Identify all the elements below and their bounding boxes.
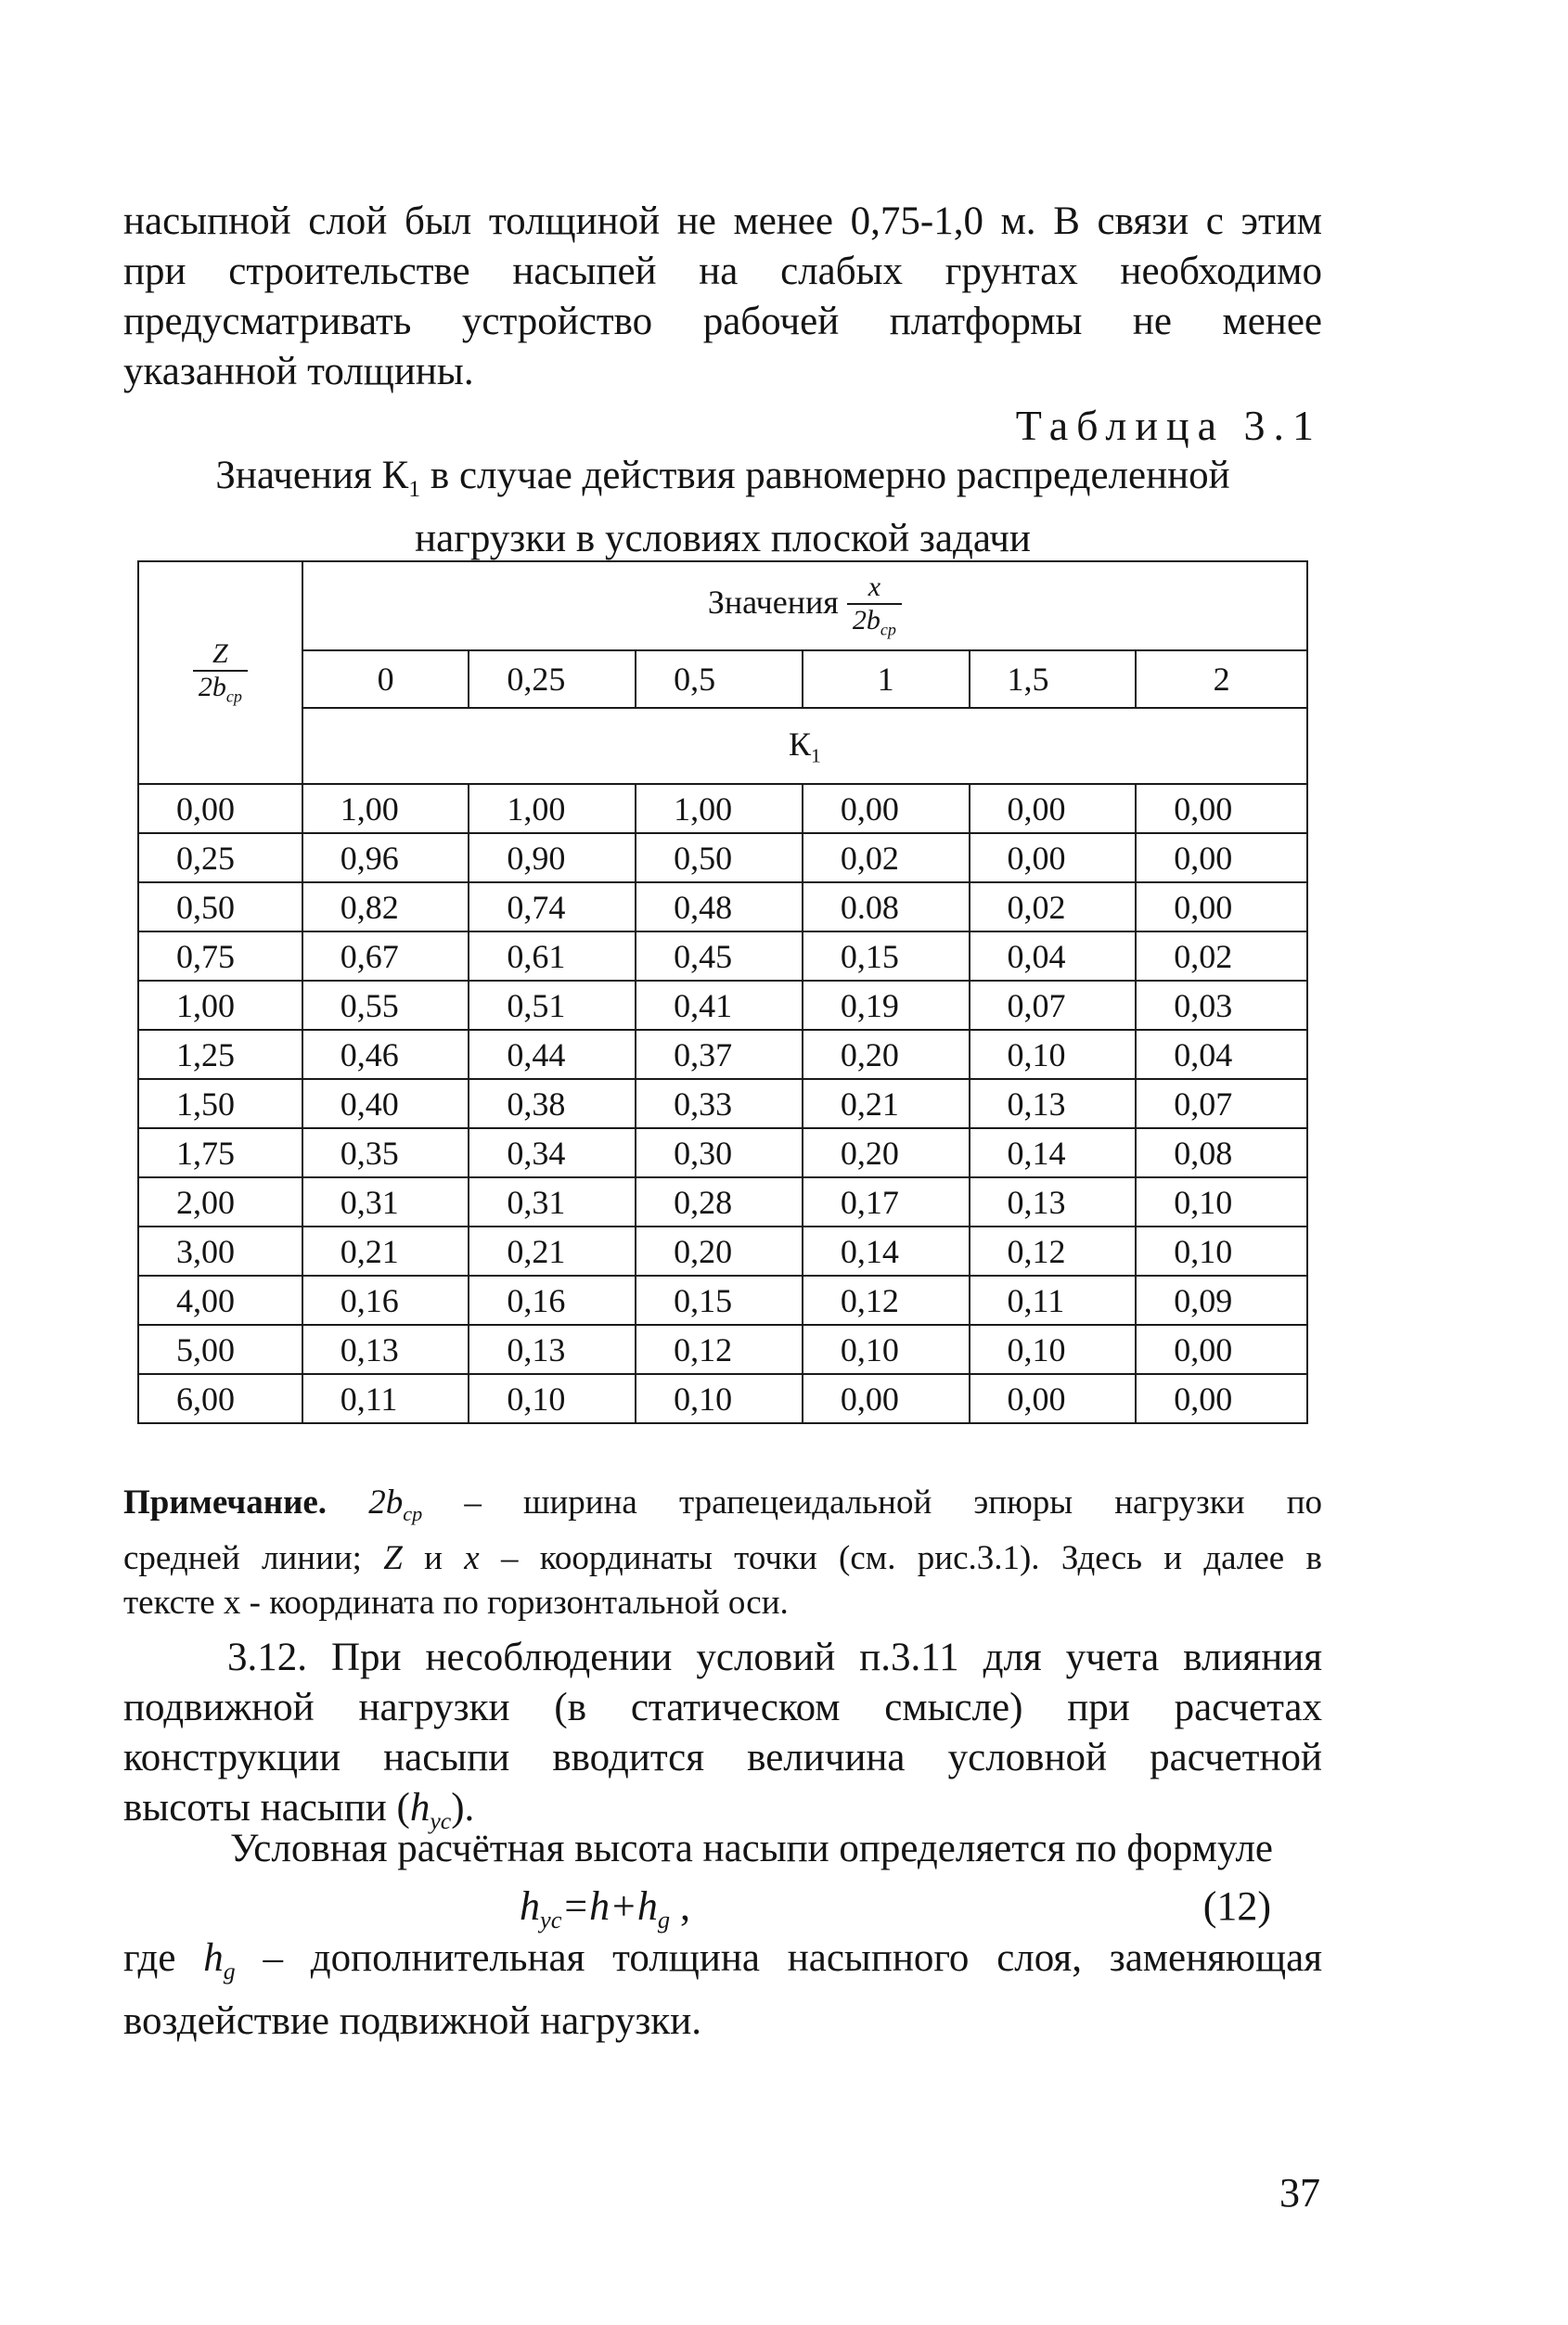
k1-value-cell: 0,44: [469, 1030, 636, 1079]
table-row: [138, 882, 1307, 931]
z-fraction-den: [193, 672, 248, 706]
k1-value-cell: 0,00: [1136, 833, 1307, 882]
k1-value-cell: 0,00: [970, 1374, 1137, 1423]
note-l2-a: средней линии;: [123, 1538, 384, 1577]
k1-value-cell: 0,74: [469, 882, 636, 931]
x-fraction-num: x: [847, 572, 902, 605]
k1-value-cell: 0,41: [636, 981, 803, 1030]
k1-value-cell: 0,14: [803, 1227, 970, 1276]
k1-table-body: [138, 784, 1307, 1423]
column-header: 0: [302, 650, 469, 708]
k1-value-cell: 0,02: [1136, 931, 1307, 981]
k1-value-cell: 0,17: [803, 1177, 970, 1227]
table-row: [138, 1128, 1307, 1177]
p312-line: 3.12. При несоблюдении условий п.3.11 для учета влияния: [227, 1636, 1322, 1679]
formula-comma: ,: [670, 1883, 691, 1929]
z-value-cell: 1,75: [138, 1128, 302, 1177]
k1-value-cell: 0,10: [803, 1325, 970, 1374]
where-h: h: [203, 1936, 224, 1980]
note-x: x: [464, 1538, 480, 1577]
paragraph-3-12: [123, 1633, 1322, 1846]
intro-line: предусматривать устройство рабочей платформы не менее: [123, 300, 1322, 343]
note-line: тексте х - координата по горизонтальной оси.: [123, 1583, 789, 1622]
table-header-row: [138, 561, 1307, 650]
note-line: [123, 1536, 1322, 1581]
z-value-cell: 4,00: [138, 1276, 302, 1325]
k1-value-cell: 0,04: [970, 931, 1137, 981]
z-value-cell: 0,00: [138, 784, 302, 833]
k1-value-cell: 0,96: [302, 833, 469, 882]
k1-value-cell: 0,90: [469, 833, 636, 882]
k1-value-cell: 0,12: [803, 1276, 970, 1325]
k1-value-cell: 0,00: [1136, 1325, 1307, 1374]
formula-g-sub: g: [657, 1906, 671, 1934]
table-title: [123, 451, 1322, 564]
k1-value-cell: 0,11: [302, 1374, 469, 1423]
table-row: [138, 833, 1307, 882]
table-title-line2: нагрузки в условиях плоской задачи: [415, 517, 1031, 561]
p312-line: подвижной нагрузки (в статическом смысле) при расчетах: [123, 1686, 1322, 1729]
k1-value-cell: 0,50: [636, 833, 803, 882]
where-paragraph: [123, 1933, 1322, 2047]
k1-value-cell: 0,00: [1136, 1374, 1307, 1423]
k1-value-cell: 0,10: [1136, 1227, 1307, 1276]
intro-line: насыпной слой был толщиной не менее 0,75-1,0 м. В связи с этим: [123, 199, 1322, 243]
z-value-cell: 6,00: [138, 1374, 302, 1423]
k1-value-cell: 0,40: [302, 1079, 469, 1128]
x-fraction-den: [847, 605, 902, 639]
z-value-cell: 0,75: [138, 931, 302, 981]
table-label: Таблица 3.1: [1015, 402, 1322, 449]
z-value-cell: 1,00: [138, 981, 302, 1030]
k1-value-cell: 0,10: [970, 1325, 1137, 1374]
k1-label: К: [788, 725, 811, 763]
k1-value-cell: 0,02: [803, 833, 970, 882]
k1-value-cell: 0,10: [970, 1030, 1137, 1079]
x-den-sub: ср: [880, 620, 896, 639]
where-a: где: [123, 1936, 204, 1980]
k1-value-cell: 0,31: [302, 1177, 469, 1227]
x-group-label: Значения: [707, 584, 839, 622]
k1-value-cell: 0,28: [636, 1177, 803, 1227]
k1-value-cell: 0,20: [636, 1227, 803, 1276]
table-row: [138, 1079, 1307, 1128]
formula-expression: [520, 1883, 671, 1934]
k1-label-row: [138, 708, 1307, 784]
k1-value-cell: 0,00: [803, 1374, 970, 1423]
formula-intro: [123, 1824, 1322, 1874]
k1-label-cell: [302, 708, 1307, 784]
k1-value-cell: 0,46: [302, 1030, 469, 1079]
k1-value-cell: 0,08: [1136, 1128, 1307, 1177]
k1-value-cell: 0,15: [636, 1276, 803, 1325]
x-group-header: [302, 561, 1307, 650]
z-value-cell: 0,50: [138, 882, 302, 931]
z-value-cell: 0,25: [138, 833, 302, 882]
k1-value-cell: 0,12: [970, 1227, 1137, 1276]
z-den-text: 2b: [198, 672, 226, 703]
k1-value-cell: 1,00: [636, 784, 803, 833]
column-header: 2: [1136, 650, 1307, 708]
note-l2-c: – координаты точки (см. рис.3.1). Здесь и далее в: [479, 1538, 1323, 1577]
k1-value-cell: 1,00: [469, 784, 636, 833]
k1-value-cell: 0,51: [469, 981, 636, 1030]
k1-value-cell: 0,20: [803, 1030, 970, 1079]
column-header: 0,5: [636, 650, 803, 708]
formula-number: (12): [1202, 1883, 1271, 1929]
where-line: воздействие подвижной нагрузки.: [123, 1999, 701, 2044]
k1-value-cell: 0,30: [636, 1128, 803, 1177]
k1-value-cell: 0,04: [1136, 1030, 1307, 1079]
k1-value-cell: 0,35: [302, 1128, 469, 1177]
intro-paragraph: [123, 197, 1322, 397]
table-row: [138, 1227, 1307, 1276]
z-value-cell: 1,25: [138, 1030, 302, 1079]
k1-value-cell: 0,61: [469, 931, 636, 981]
k1-value-cell: 0,14: [970, 1128, 1137, 1177]
k1-value-cell: 0,10: [1136, 1177, 1307, 1227]
table-row: [138, 1374, 1307, 1423]
k1-value-cell: 0,37: [636, 1030, 803, 1079]
k1-value-cell: 0,00: [803, 784, 970, 833]
x-fraction: [847, 572, 902, 639]
note-2b: 2b: [368, 1484, 404, 1522]
formula-intro-line: Условная расчётная высота насыпи определяется по формуле: [230, 1827, 1273, 1870]
k1-value-cell: 0,20: [803, 1128, 970, 1177]
k1-value-cell: 0,55: [302, 981, 469, 1030]
note-l1-text: – ширина трапецеидальной эпюры нагрузки по: [422, 1484, 1322, 1522]
k1-value-cell: 0,07: [1136, 1079, 1307, 1128]
p312-l4-a: высоты насыпи (: [123, 1786, 410, 1830]
column-values-row: [138, 650, 1307, 708]
table-row: [138, 784, 1307, 833]
table-row: [138, 1177, 1307, 1227]
k1-value-cell: 0,00: [970, 833, 1137, 882]
z-value-cell: 2,00: [138, 1177, 302, 1227]
column-header: 0,25: [469, 650, 636, 708]
z-fraction-num: Z: [193, 638, 248, 672]
k1-value-cell: 0,33: [636, 1079, 803, 1128]
note-line: [123, 1481, 1322, 1536]
z-fraction: [193, 638, 248, 706]
p312-h-sub: ус: [430, 1807, 452, 1835]
k1-value-cell: 0,09: [1136, 1276, 1307, 1325]
k1-table: [137, 560, 1308, 1424]
k1-value-cell: 0,19: [803, 981, 970, 1030]
intro-line: указанной толщины.: [123, 350, 474, 393]
where-b: – дополнительная толщина насыпного слоя, заменяющая: [235, 1936, 1322, 1980]
k1-value-cell: 0,13: [302, 1325, 469, 1374]
k1-value-cell: 0,16: [469, 1276, 636, 1325]
k1-value-cell: 0.08: [803, 882, 970, 931]
page-number: 37: [1279, 2170, 1320, 2216]
k1-value-cell: 0,03: [1136, 981, 1307, 1030]
k1-value-cell: 0,16: [302, 1276, 469, 1325]
p312-h: h: [409, 1786, 431, 1830]
k1-value-cell: 0,21: [302, 1227, 469, 1276]
k1-value-cell: 0,00: [970, 784, 1137, 833]
k1-label-sub: 1: [810, 744, 821, 767]
column-header: 1,5: [970, 650, 1137, 708]
note-z: Z: [383, 1538, 403, 1577]
k1-value-cell: 0,11: [970, 1276, 1137, 1325]
table-row: [138, 1276, 1307, 1325]
k1-value-cell: 1,00: [302, 784, 469, 833]
k1-value-cell: 0,21: [469, 1227, 636, 1276]
table-note: [123, 1481, 1322, 1625]
formula-h-sub: ус: [540, 1906, 562, 1934]
p312-l4-b: ).: [451, 1786, 475, 1830]
z-value-cell: 3,00: [138, 1227, 302, 1276]
z-value-cell: 5,00: [138, 1325, 302, 1374]
column-header: 1: [803, 650, 970, 708]
intro-line: при строительстве насыпей на слабых грунтах необходимо: [123, 250, 1322, 293]
z-value-cell: 1,50: [138, 1079, 302, 1128]
k1-value-cell: 0,00: [1136, 784, 1307, 833]
table-title-part1: Значения К: [215, 454, 409, 497]
k1-value-cell: 0,21: [803, 1079, 970, 1128]
k1-value-cell: 0,48: [636, 882, 803, 931]
note-2b-sub: ср: [403, 1501, 423, 1525]
where-line: [123, 1933, 1322, 1997]
table-row: [138, 981, 1307, 1030]
note-label: Примечание.: [123, 1484, 328, 1522]
k1-value-cell: 0,00: [1136, 882, 1307, 931]
k1-value-cell: 0,13: [970, 1079, 1137, 1128]
table-title-sub: 1: [408, 475, 421, 503]
note-l2-b: и: [402, 1538, 465, 1577]
formula-h: h: [520, 1883, 540, 1929]
k1-value-cell: 0,34: [469, 1128, 636, 1177]
k1-value-cell: 0,38: [469, 1079, 636, 1128]
x-den-text: 2b: [852, 605, 880, 636]
k1-value-cell: 0,31: [469, 1177, 636, 1227]
k1-value-cell: 0,02: [970, 882, 1137, 931]
table-row: [138, 1325, 1307, 1374]
k1-value-cell: 0,67: [302, 931, 469, 981]
k1-value-cell: 0,13: [970, 1177, 1137, 1227]
table-title-part2: в случае действия равномерно распределенной: [420, 454, 1230, 497]
k1-value-cell: 0,07: [970, 981, 1137, 1030]
k1-value-cell: 0,13: [469, 1325, 636, 1374]
table-row: [138, 1030, 1307, 1079]
k1-value-cell: 0,10: [636, 1374, 803, 1423]
k1-value-cell: 0,82: [302, 882, 469, 931]
table-row: [138, 931, 1307, 981]
z-den-sub: ср: [225, 687, 242, 706]
z-header-cell: [138, 561, 302, 784]
k1-value-cell: 0,12: [636, 1325, 803, 1374]
k1-value-cell: 0,15: [803, 931, 970, 981]
p312-line: конструкции насыпи вводится величина условной расчетной: [123, 1736, 1322, 1779]
k1-value-cell: 0,45: [636, 931, 803, 981]
formula-eq: =h+h: [561, 1883, 658, 1929]
where-h-sub: g: [223, 1958, 236, 1985]
k1-value-cell: 0,10: [469, 1374, 636, 1423]
